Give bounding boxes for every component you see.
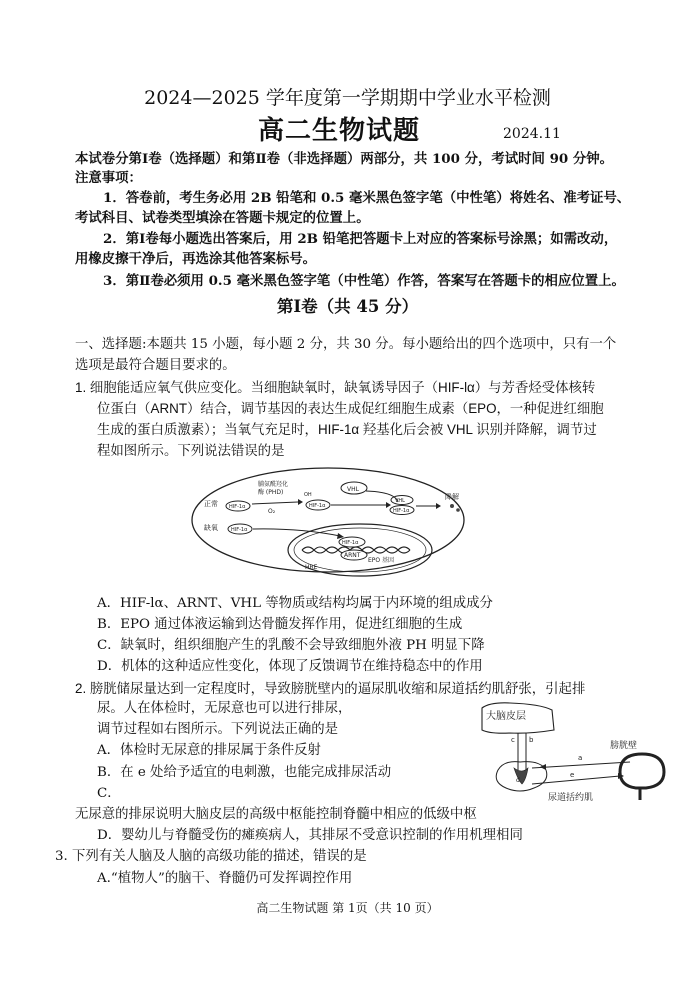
arnt-text: ARNT bbox=[344, 552, 361, 559]
note-1-line-2: 考试科目、试卷类型填涂在答题卡规定的位置上。 bbox=[75, 210, 370, 226]
label-a: a bbox=[578, 754, 583, 762]
arrow-to-oh bbox=[252, 502, 298, 504]
hypoxia-label: 缺氧 bbox=[204, 524, 218, 532]
q2-line-1: 2. 膀胱储尿量达到一定程度时，导致膀胱壁内的逼尿肌收缩和尿道括约肌舒张，引起排 bbox=[75, 681, 586, 696]
hif-regulation-diagram bbox=[190, 466, 490, 588]
q1-option-d: D．机体的这种适应性变化，体现了反馈调节在维持稳态中的作用 bbox=[97, 659, 483, 674]
q2-option-a: A．体检时无尿意的排尿属于条件反射 bbox=[97, 743, 321, 758]
q2-option-c: C． bbox=[97, 786, 121, 801]
q1-line-3: 生成的蛋白质激素）；当氧气充足时，HIF-1α 羟基化后会被 VHL 识别并降解，调节过 bbox=[97, 422, 597, 437]
part-1-title: 第Ⅰ卷（共 45 分） bbox=[276, 297, 419, 316]
section-1-line-1: 一、选择题:本题共 15 小题，每小题 2 分，共 30 分。每小题给出的四个选项中，只有一个 bbox=[75, 337, 617, 352]
exam-date: 2024.11 bbox=[503, 126, 561, 142]
pathway-a bbox=[532, 762, 630, 768]
hif-hydroxylated-text: HIF-1α bbox=[309, 503, 326, 509]
hif-nucleus-text: HIF-1α bbox=[342, 540, 359, 546]
q3-stem: 3. 下列有关人脑及人脑的高级功能的描述，错误的是 bbox=[55, 849, 367, 864]
note-2-line-1: 2．第Ⅰ卷每小题选出答案后，用 2B 铅笔把答题卡上对应的答案标号涂黑；如需改动， bbox=[103, 231, 618, 247]
hif-hypoxia-text: HIF-1α bbox=[231, 527, 248, 533]
q1-line-4: 程如图所示。下列说法错误的是 bbox=[97, 443, 285, 458]
o2-label: O₂ bbox=[268, 508, 276, 515]
q1-line-1: 1. 细胞能适应氧气供应变化。当细胞缺氧时，缺氧诱导因子（HIF-lα）与芳香烃受体核转 bbox=[75, 380, 596, 395]
label-b: b bbox=[529, 736, 534, 744]
q2-line-2: 尿。人在体检时，无尿意也可以进行排尿， bbox=[97, 701, 352, 716]
bladder-outer bbox=[620, 754, 664, 788]
normal-label: 正常 bbox=[204, 500, 218, 508]
fragment-dot-1 bbox=[450, 504, 454, 508]
micturition-reflex-diagram bbox=[470, 700, 670, 804]
label-e: e bbox=[570, 771, 575, 779]
label-c: c bbox=[511, 736, 515, 744]
enzyme-label-2: 酶 (PHD) bbox=[258, 489, 284, 496]
sphincter-label: 尿道括约肌 bbox=[548, 793, 594, 803]
q2-option-b: B．在 e 处给予适宜的电刺激，也能完成排尿活动 bbox=[97, 765, 392, 780]
notes-heading: 注意事项： bbox=[75, 170, 142, 186]
page-footer: 高二生物试题 第 1页（共 10 页） bbox=[256, 901, 439, 915]
degrade-label: 降解 bbox=[445, 493, 459, 501]
cortex-label: 大脑皮层 bbox=[486, 711, 526, 722]
q1-option-b: B．EPO 通过体液运输到达骨髓发挥作用，促进红细胞的生成 bbox=[97, 617, 463, 632]
q1-option-a: A．HIF-lα、ARNT、VHL 等物质或结构均属于内环境的组成成分 bbox=[97, 596, 493, 611]
q1-option-c: C．缺氧时，组织细胞产生的乳酸不会导致细胞外液 PH 明显下降 bbox=[97, 638, 485, 653]
q2-option-c-text: 无尿意的排尿说明大脑皮层的高级中枢能控制脊髓中相应的低级中枢 bbox=[75, 807, 477, 822]
fragment-dot-2 bbox=[456, 508, 460, 512]
subject-title: 高二生物试题 bbox=[258, 116, 421, 146]
hre-label: HRE bbox=[305, 564, 318, 571]
arrowhead-oh bbox=[298, 499, 303, 505]
arrow-into-nucleus bbox=[253, 529, 340, 536]
note-2-line-2: 用橡皮擦干净后，再选涂其他答案标号。 bbox=[75, 251, 317, 267]
note-3: 3．第Ⅱ卷必须用 0.5 毫米黑色签字笔（中性笔）作答，答案写在答题卡的相应位置上。 bbox=[103, 273, 625, 289]
q2-option-d: D．婴幼儿与脊髓受伤的瘫痪病人，其排尿不受意识控制的作用机理相同 bbox=[97, 828, 523, 843]
arrowhead-complex bbox=[386, 502, 391, 508]
oh-label: OH bbox=[304, 492, 312, 498]
note-1-line-1: 1．答卷前，考生务必用 2B 铅笔和 0.5 毫米黑色签字笔（中性笔）将姓名、准考证号、 bbox=[103, 190, 631, 206]
epo-gene-label: EPO 基因 bbox=[368, 557, 395, 564]
section-1-line-2: 选项是最符合题目要求的。 bbox=[75, 358, 236, 373]
q2-line-3: 调节过程如右图所示。下列说法正确的是 bbox=[97, 722, 339, 737]
q3-option-a: A.“植物人”的脑干、脊髓仍可发挥调控作用 bbox=[97, 871, 353, 886]
bladder-wall-label: 膀胱壁 bbox=[610, 741, 638, 751]
label-d: d bbox=[516, 777, 520, 784]
enzyme-label-1: 脯氨酰羟化 bbox=[258, 481, 289, 488]
intro-text: 本试卷分第Ⅰ卷（选择题）和第Ⅱ卷（非选择题）两部分，共 100 分，考试时间 90 分钟。 bbox=[75, 151, 614, 167]
arrow-vhl-binding bbox=[366, 491, 398, 502]
vhl-complex-text: VHL bbox=[395, 498, 405, 504]
vhl-top-text: VHL bbox=[347, 486, 359, 493]
hif-normal-text: HIF-1α bbox=[229, 504, 246, 510]
arrowhead-degrade bbox=[436, 503, 441, 509]
q1-line-2: 位蛋白（ARNT）结合，调节基因的表达生成促红细胞生成素（EPO，一种促进红细胞 bbox=[97, 401, 604, 416]
exam-title: 2024—2025 学年度第一学期期中学业水平检测 bbox=[144, 87, 551, 109]
hif-complex-text: HIF-1α bbox=[393, 508, 410, 514]
